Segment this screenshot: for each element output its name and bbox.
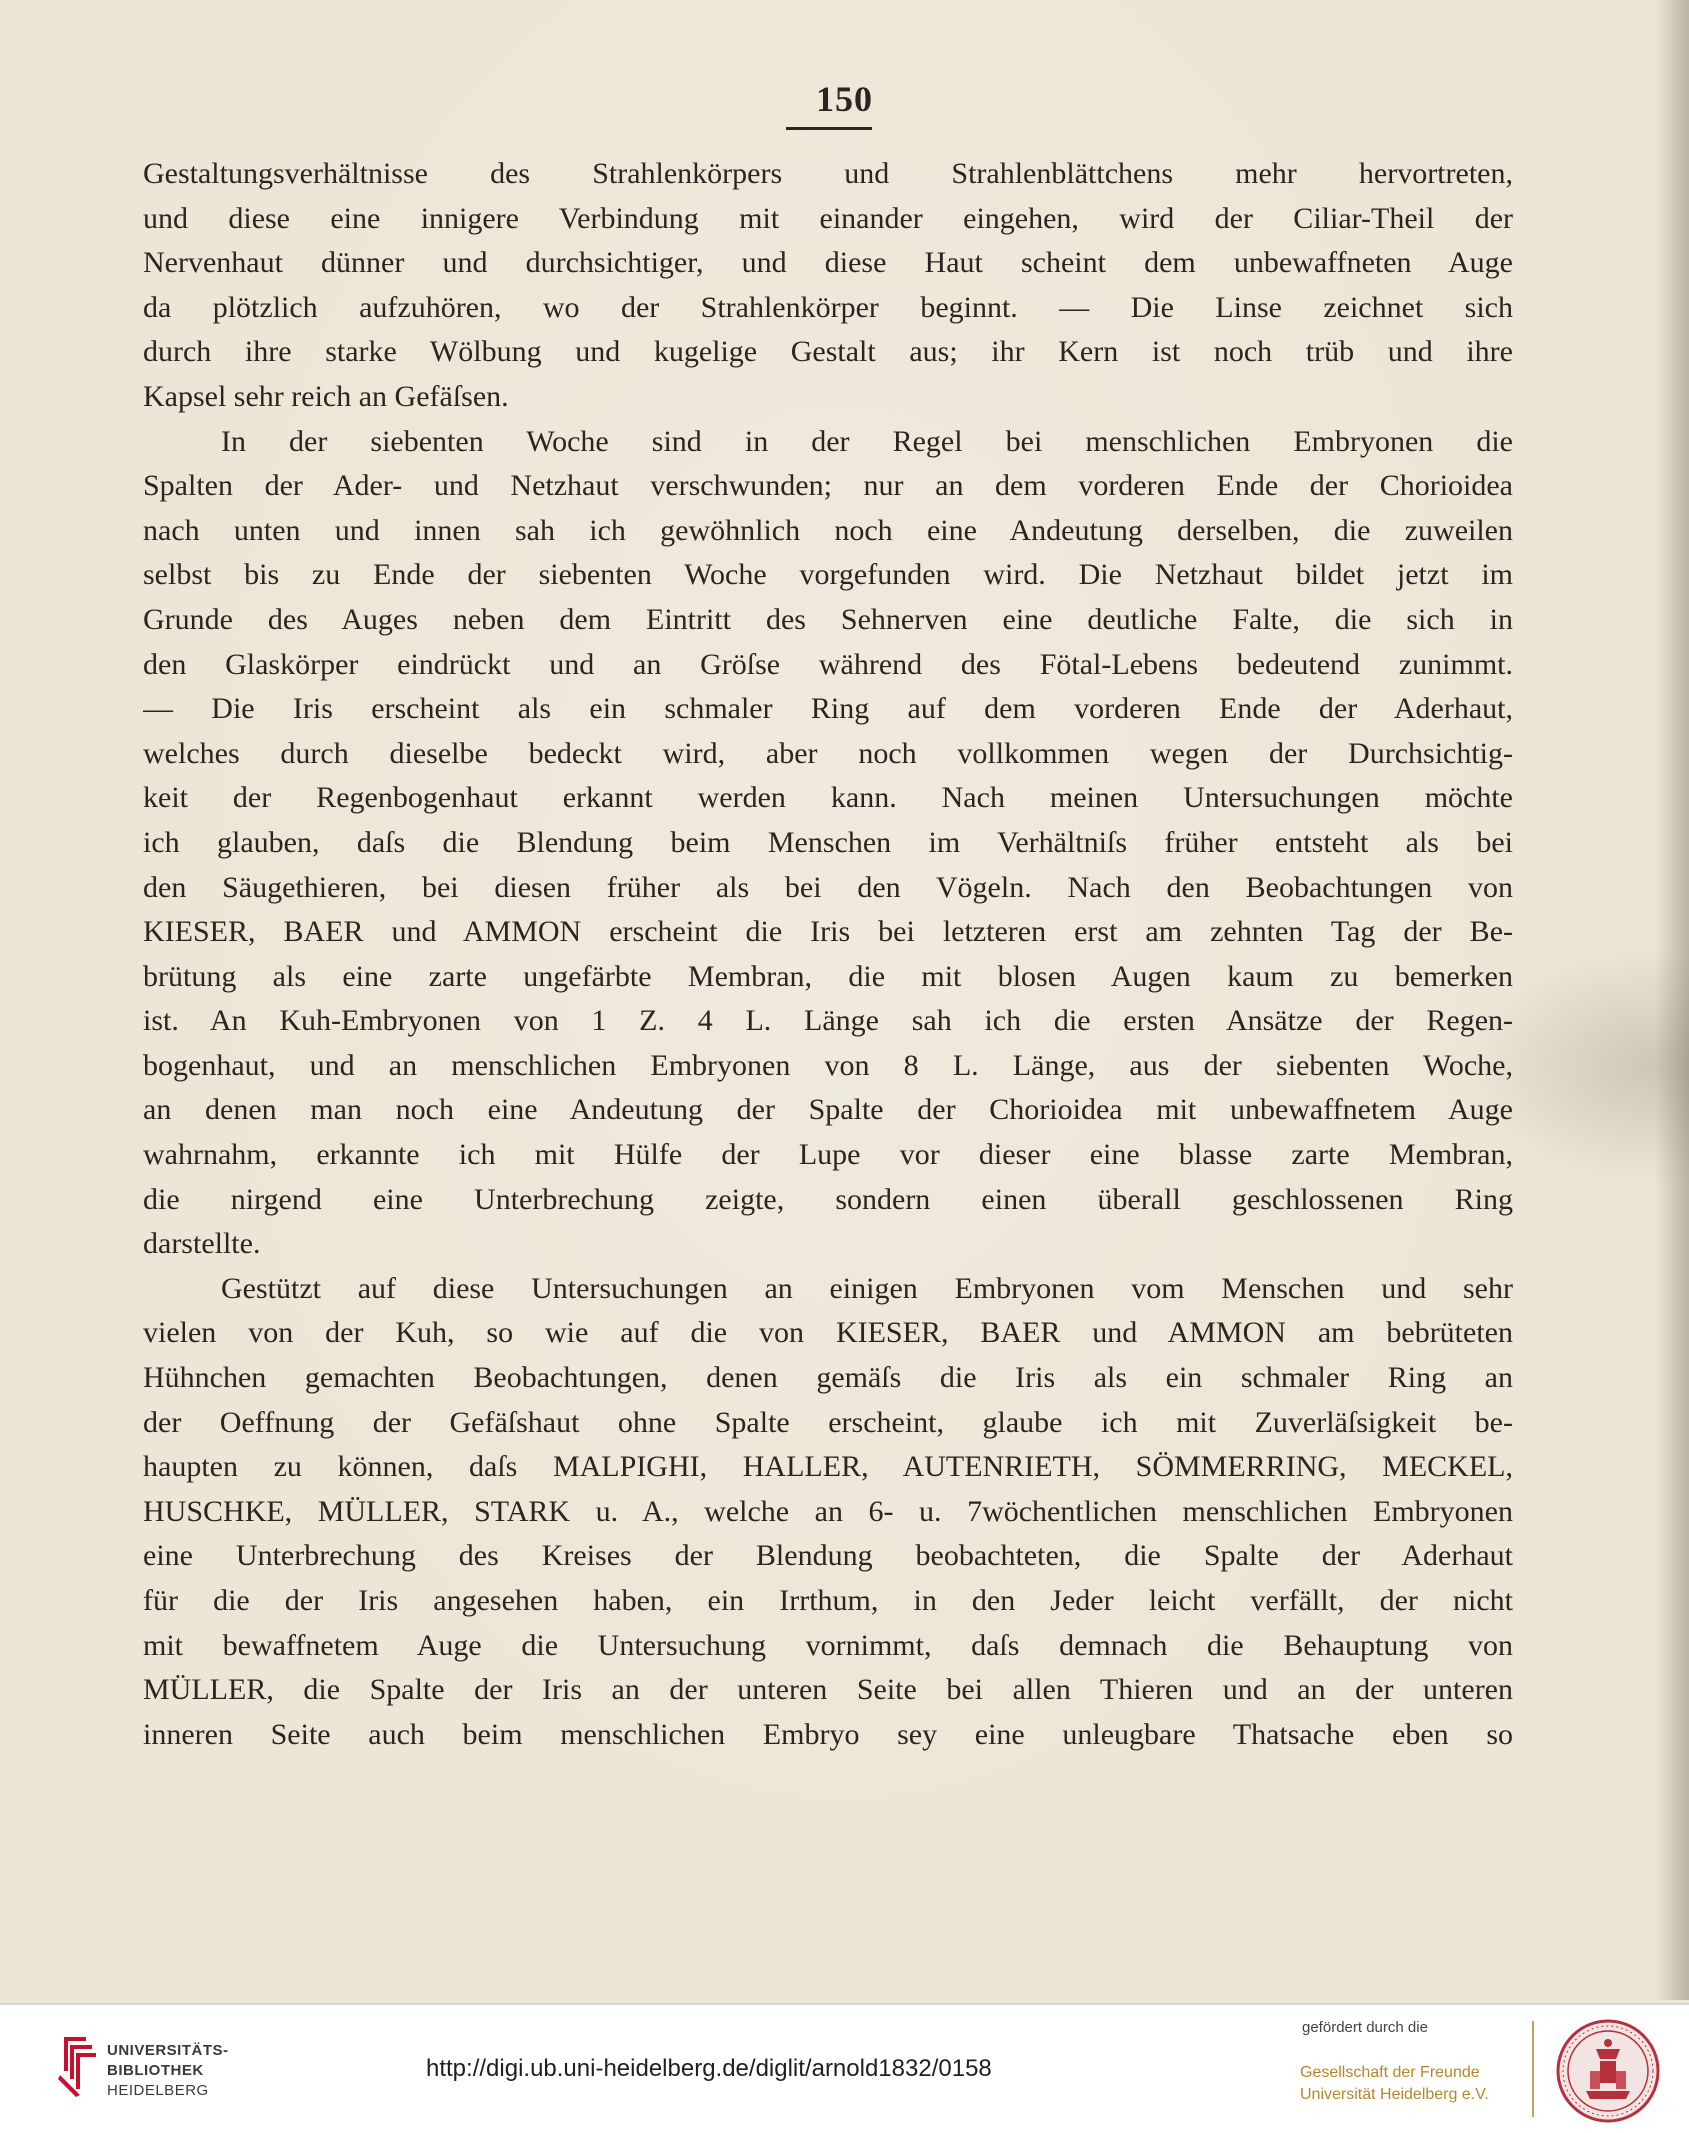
funder-name-line: Gesellschaft der Freunde <box>1300 2064 1480 2081</box>
text-line: In der siebenten Woche sind in der Regel bei menschlichen Embryonen die <box>221 424 1513 458</box>
body-text <box>143 152 1513 1757</box>
text-line: darstellte. <box>143 1227 261 1261</box>
footer-bar <box>0 2003 1689 2133</box>
text-line: und diese eine innigere Verbindung mit einander eingehen, wird der Ciliar-Theil der <box>143 201 1513 235</box>
page-number-rule <box>786 127 872 130</box>
text-line: nach unten und innen sah ich gewöhnlich noch eine Andeutung derselben, die zuweilen <box>143 513 1513 547</box>
text-line: die nirgend eine Unterbrechung zeigte, sondern einen überall geschlossenen Ring <box>143 1182 1513 1216</box>
library-name-line: UNIVERSITÄTS- <box>107 2042 229 2059</box>
university-seal-icon <box>1556 2019 1660 2123</box>
text-line: KIESER, BAER und AMMON erscheint die Iris bei letzteren erst am zehnten Tag der Be- <box>143 915 1513 949</box>
library-city: HEIDELBERG <box>107 2082 209 2099</box>
text-line: Gestaltungsverhältnisse des Strahlenkörpers und Strahlenblättchens mehr hervortreten, <box>143 157 1513 190</box>
text-line: Grunde des Auges neben dem Eintritt des Sehnerven eine deutliche Falte, die sich in <box>143 602 1513 636</box>
text-line: Gestützt auf diese Untersuchungen an einigen Embryonen vom Menschen und sehr <box>221 1271 1513 1305</box>
text-line: MÜLLER, die Spalte der Iris an der unteren Seite bei allen Thieren und an der unteren <box>143 1673 1513 1707</box>
text-line: den Säugethieren, bei diesen früher als bei den Vögeln. Nach den Beobachtungen von <box>143 870 1513 904</box>
text-line: für die der Iris angesehen haben, ein Irrthum, in den Jeder leicht verfällt, der nicht <box>143 1584 1513 1617</box>
text-line: der Oeffnung der Gefäſshaut ohne Spalte erscheint, glaube ich mit Zuverläſsigkeit be- <box>143 1405 1513 1439</box>
text-line: inneren Seite auch beim menschlichen Embryo sey eine unleugbare Thatsache eben so <box>143 1717 1513 1751</box>
text-line: Spalten der Ader- und Netzhaut verschwunden; nur an dem vorderen Ende der Chorioidea <box>143 469 1513 503</box>
text-line: Kapsel sehr reich an Gefäſsen. <box>143 379 509 413</box>
permalink-url[interactable]: http://digi.ub.uni-heidelberg.de/diglit/arnold1832/0158 <box>426 2055 992 2082</box>
funder-name <box>1300 2062 1530 2106</box>
text-line: — Die Iris erscheint als ein schmaler Ring auf dem vorderen Ende der Aderhaut, <box>143 692 1513 726</box>
funder-divider <box>1532 2021 1534 2117</box>
text-line: keit der Regenbogenhaut erkannt werden kann. Nach meinen Untersuchungen möchte <box>143 781 1513 815</box>
text-line: mit bewaffnetem Auge die Untersuchung vornimmt, daſs demnach die Behauptung von <box>143 1628 1513 1662</box>
library-name <box>107 2041 229 2101</box>
text-line: selbst bis zu Ende der siebenten Woche vorgefunden wird. Die Netzhaut bildet jetzt im <box>143 558 1513 592</box>
text-line: den Glaskörper eindrückt und an Gröſse während des Fötal-Lebens bedeutend zunimmt. <box>143 647 1513 681</box>
text-line: brütung als eine zarte ungefärbte Membran, die mit blosen Augen kaum zu bemerken <box>143 959 1513 993</box>
text-line: eine Unterbrechung des Kreises der Blendung beobachteten, die Spalte der Aderhaut <box>143 1539 1513 1573</box>
page-number: 150 <box>816 79 873 119</box>
text-line: vielen von der Kuh, so wie auf die von KIESER, BAER und AMMON am bebrüteten <box>143 1316 1513 1350</box>
text-line: wahrnahm, erkannte ich mit Hülfe der Lupe vor dieser eine blasse zarte Membran, <box>143 1138 1513 1172</box>
text-line: welches durch dieselbe bedeckt wird, aber noch vollkommen wegen der Durchsichtig- <box>143 736 1513 770</box>
text-line: bogenhaut, und an menschlichen Embryonen von 8 L. Länge, aus der siebenten Woche, <box>143 1048 1513 1082</box>
text-line: an denen man noch eine Andeutung der Spalte der Chorioidea mit unbewaffnetem Auge <box>143 1093 1513 1127</box>
funder-name-line: Universität Heidelberg e.V. <box>1300 2086 1489 2103</box>
text-line: durch ihre starke Wölbung und kugelige Gestalt aus; ihr Kern ist noch trüb und ihre <box>143 335 1513 369</box>
text-line: ist. An Kuh-Embryonen von 1 Z. 4 L. Länge sah ich die ersten Ansätze der Regen- <box>143 1004 1513 1038</box>
footer-divider <box>0 2003 1689 2005</box>
text-line: da plötzlich aufzuhören, wo der Strahlenkörper beginnt. — Die Linse zeichnet sich <box>143 290 1513 324</box>
text-line: ich glauben, daſs die Blendung beim Menschen im Verhältniſs früher entsteht als bei <box>143 825 1513 859</box>
funder-block <box>1300 2019 1530 2106</box>
library-logo-icon[interactable] <box>56 2031 98 2101</box>
text-line: haupten zu können, daſs MALPIGHI, HALLER, AUTENRIETH, SÖMMERRING, MECKEL, <box>143 1450 1513 1484</box>
funded-by-label: gefördert durch die <box>1302 2019 1428 2036</box>
library-name-line: BIBLIOTHEK <box>107 2062 204 2079</box>
text-line: Hühnchen gemachten Beobachtungen, denen gemäſs die Iris als ein schmaler Ring an <box>143 1361 1513 1395</box>
text-line: HUSCHKE, MÜLLER, STARK u. A., welche an 6- u. 7wöchentlichen menschlichen Embryonen <box>143 1494 1513 1528</box>
text-line: Nervenhaut dünner und durchsichtiger, und diese Haut scheint dem unbewaffneten Auge <box>143 246 1513 280</box>
page-edge-shadow <box>1655 0 1689 2000</box>
